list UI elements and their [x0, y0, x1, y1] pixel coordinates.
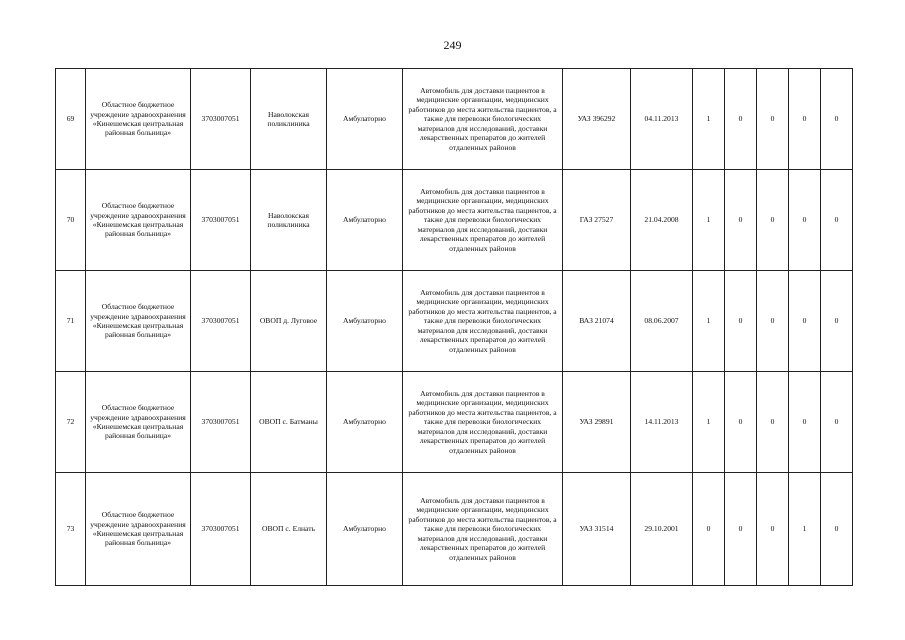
row-number-cell: 71	[56, 271, 86, 372]
table-row	[56, 69, 853, 170]
count-cell-5: 0	[821, 473, 853, 586]
page-number: 249	[443, 38, 462, 52]
registration-date-cell: 08.06.2007	[631, 271, 693, 372]
vehicle-purpose-cell: Автомобиль для доставки пациентов в медицинские организации, медицинских работников до места жительства пациентов, а также для перевозки биологических материалов для исследований, доставки лекарственных препаратов до жителей отдаленных районов	[403, 372, 563, 473]
count-cell-4: 1	[789, 473, 821, 586]
care-type-cell: Амбулаторно	[327, 473, 403, 586]
count-cell-5: 0	[821, 372, 853, 473]
division-cell: Наволокская поликлиника	[251, 69, 327, 170]
count-cell-4: 0	[789, 372, 821, 473]
vehicle-table	[55, 68, 853, 586]
registration-date-cell: 04.11.2013	[631, 69, 693, 170]
division-cell: Наволокская поликлиника	[251, 170, 327, 271]
count-cell-1: 1	[693, 372, 725, 473]
vehicle-model-cell: ВАЗ 21074	[563, 271, 631, 372]
inn-cell: 3703007051	[191, 170, 251, 271]
organization-cell: Областное бюджетное учреждение здравоохранения «Кинешемская центральная районная больница»	[86, 372, 191, 473]
row-number-cell: 73	[56, 473, 86, 586]
vehicle-purpose-cell: Автомобиль для доставки пациентов в медицинские организации, медицинских работников до места жительства пациентов, а также для перевозки биологических материалов для исследований, доставки лекарственных препаратов до жителей отдаленных районов	[403, 170, 563, 271]
count-cell-1: 1	[693, 170, 725, 271]
inn-cell: 3703007051	[191, 473, 251, 586]
table-row	[56, 170, 853, 271]
division-cell: ОВОП с. Елнать	[251, 473, 327, 586]
count-cell-2: 0	[725, 69, 757, 170]
care-type-cell: Амбулаторно	[327, 372, 403, 473]
count-cell-5: 0	[821, 271, 853, 372]
row-number-cell: 69	[56, 69, 86, 170]
inn-cell: 3703007051	[191, 372, 251, 473]
organization-cell: Областное бюджетное учреждение здравоохранения «Кинешемская центральная районная больница»	[86, 271, 191, 372]
organization-cell: Областное бюджетное учреждение здравоохранения «Кинешемская центральная районная больница»	[86, 170, 191, 271]
table-row	[56, 271, 853, 372]
count-cell-2: 0	[725, 170, 757, 271]
registration-date-cell: 21.04.2008	[631, 170, 693, 271]
row-number-cell: 72	[56, 372, 86, 473]
vehicle-model-cell: ГАЗ 27527	[563, 170, 631, 271]
count-cell-3: 0	[757, 372, 789, 473]
inn-cell: 3703007051	[191, 69, 251, 170]
care-type-cell: Амбулаторно	[327, 69, 403, 170]
care-type-cell: Амбулаторно	[327, 170, 403, 271]
count-cell-3: 0	[757, 473, 789, 586]
table-row	[56, 372, 853, 473]
count-cell-4: 0	[789, 69, 821, 170]
vehicle-purpose-cell: Автомобиль для доставки пациентов в медицинские организации, медицинских работников до места жительства пациентов, а также для перевозки биологических материалов для исследований, доставки лекарственных препаратов до жителей отдаленных районов	[403, 473, 563, 586]
row-number-cell: 70	[56, 170, 86, 271]
division-cell: ОВОП д. Луговое	[251, 271, 327, 372]
count-cell-5: 0	[821, 69, 853, 170]
count-cell-1: 1	[693, 271, 725, 372]
count-cell-3: 0	[757, 170, 789, 271]
count-cell-3: 0	[757, 69, 789, 170]
count-cell-2: 0	[725, 372, 757, 473]
inn-cell: 3703007051	[191, 271, 251, 372]
count-cell-4: 0	[789, 170, 821, 271]
registration-date-cell: 29.10.2001	[631, 473, 693, 586]
count-cell-2: 0	[725, 473, 757, 586]
count-cell-1: 0	[693, 473, 725, 586]
registration-date-cell: 14.11.2013	[631, 372, 693, 473]
count-cell-5: 0	[821, 170, 853, 271]
vehicle-purpose-cell: Автомобиль для доставки пациентов в медицинские организации, медицинских работников до места жительства пациентов, а также для перевозки биологических материалов для исследований, доставки лекарственных препаратов до жителей отдаленных районов	[403, 271, 563, 372]
vehicle-model-cell: УАЗ 31514	[563, 473, 631, 586]
count-cell-3: 0	[757, 271, 789, 372]
vehicle-model-cell: УАЗ 396292	[563, 69, 631, 170]
table-row	[56, 473, 853, 586]
count-cell-4: 0	[789, 271, 821, 372]
vehicle-model-cell: УАЗ 29891	[563, 372, 631, 473]
count-cell-2: 0	[725, 271, 757, 372]
count-cell-1: 1	[693, 69, 725, 170]
vehicle-purpose-cell: Автомобиль для доставки пациентов в медицинские организации, медицинских работников до места жительства пациентов, а также для перевозки биологических материалов для исследований, доставки лекарственных препаратов до жителей отдаленных районов	[403, 69, 563, 170]
care-type-cell: Амбулаторно	[327, 271, 403, 372]
division-cell: ОВОП с. Батманы	[251, 372, 327, 473]
organization-cell: Областное бюджетное учреждение здравоохранения «Кинешемская центральная районная больница»	[86, 69, 191, 170]
organization-cell: Областное бюджетное учреждение здравоохранения «Кинешемская центральная районная больница»	[86, 473, 191, 586]
